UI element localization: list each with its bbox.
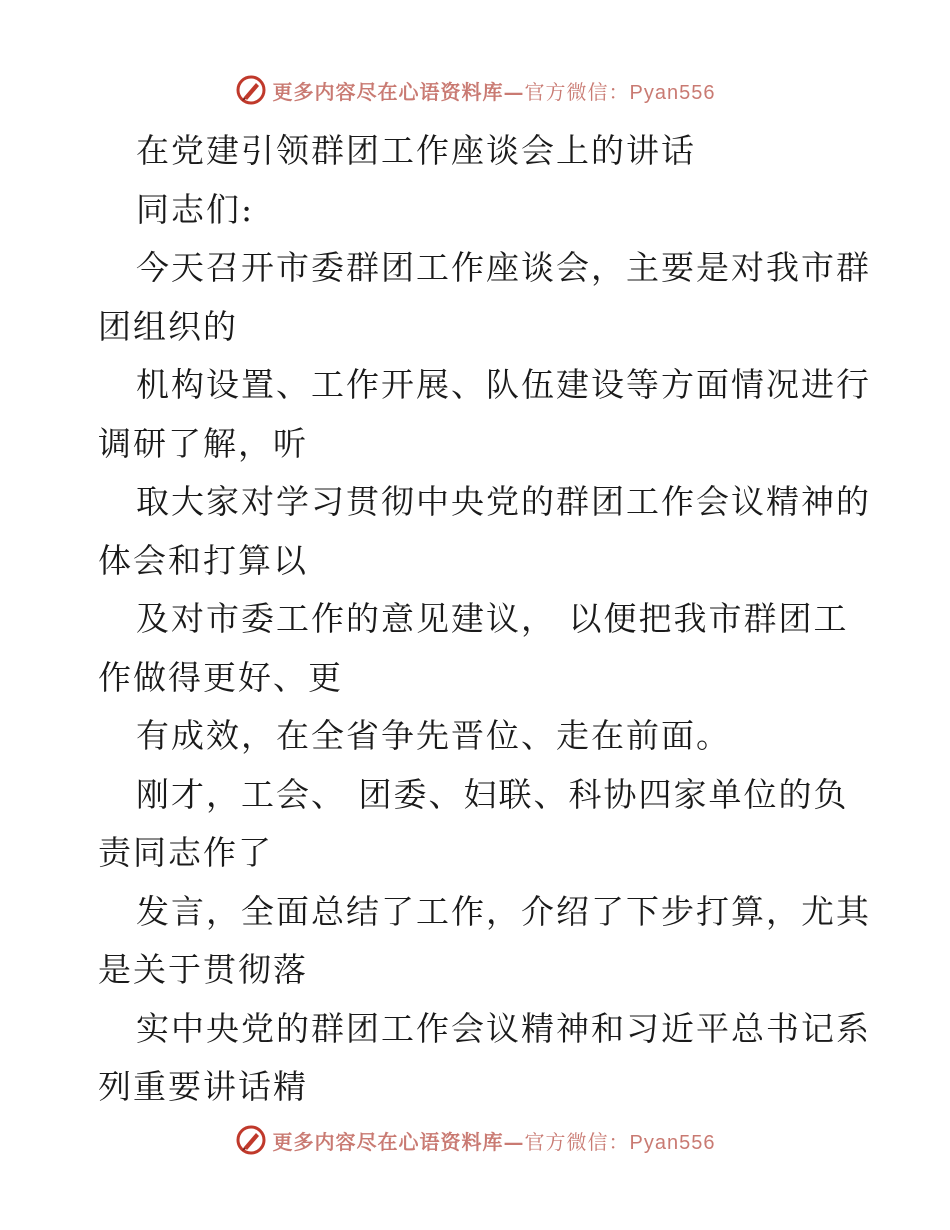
pen-logo-icon (235, 74, 267, 106)
paragraph-line: 刚才，工会、 团委、妇联、科协四家单位的负 (136, 774, 849, 814)
watermark-text: 更多内容尽在心语资料库— (272, 79, 525, 104)
paragraph-line: 团组织的 (98, 306, 238, 346)
paragraph-line: 实中央党的群团工作会议精神和习近平总书记系 (136, 1008, 871, 1048)
paragraph-line: 今天召开市委群团工作座谈会，主要是对我市群 (136, 248, 871, 287)
paragraph-line: 体会和打算以 (98, 540, 308, 580)
document-body (98, 122, 871, 1117)
watermark-contact: 官方微信：Pyan556 (524, 81, 716, 104)
watermark-footer (0, 1120, 950, 1160)
paragraph-line: 有成效，在全省争先晋位、走在前面。 (136, 716, 731, 755)
paragraph-line: 调研了解，听 (98, 423, 308, 463)
salutation: 同志们: (136, 189, 255, 229)
paragraph-line: 责同志作了 (98, 833, 273, 872)
paragraph-line: 列重要讲话精 (98, 1067, 308, 1106)
paragraph-line: 作做得更好、更 (98, 657, 343, 697)
watermark-text: 更多内容尽在心语资料库— (272, 1129, 525, 1154)
pen-logo-icon (235, 1124, 267, 1156)
watermark-header (0, 70, 950, 110)
paragraph-line: 机构设置、工作开展、队伍建设等方面情况进行 (136, 365, 871, 404)
paragraph-line: 及对市委工作的意见建议， 以便把我市群团工 (136, 599, 849, 638)
paragraph-line: 是关于贯彻落 (98, 950, 308, 989)
watermark-contact: 官方微信：Pyan556 (524, 1131, 716, 1154)
paragraph-line: 发言，全面总结了工作，介绍了下步打算，尤其 (136, 891, 871, 931)
document-title: 在党建引领群团工作座谈会上的讲话 (136, 131, 696, 170)
paragraph-line: 取大家对学习贯彻中央党的群团工作会议精神的 (136, 482, 871, 521)
